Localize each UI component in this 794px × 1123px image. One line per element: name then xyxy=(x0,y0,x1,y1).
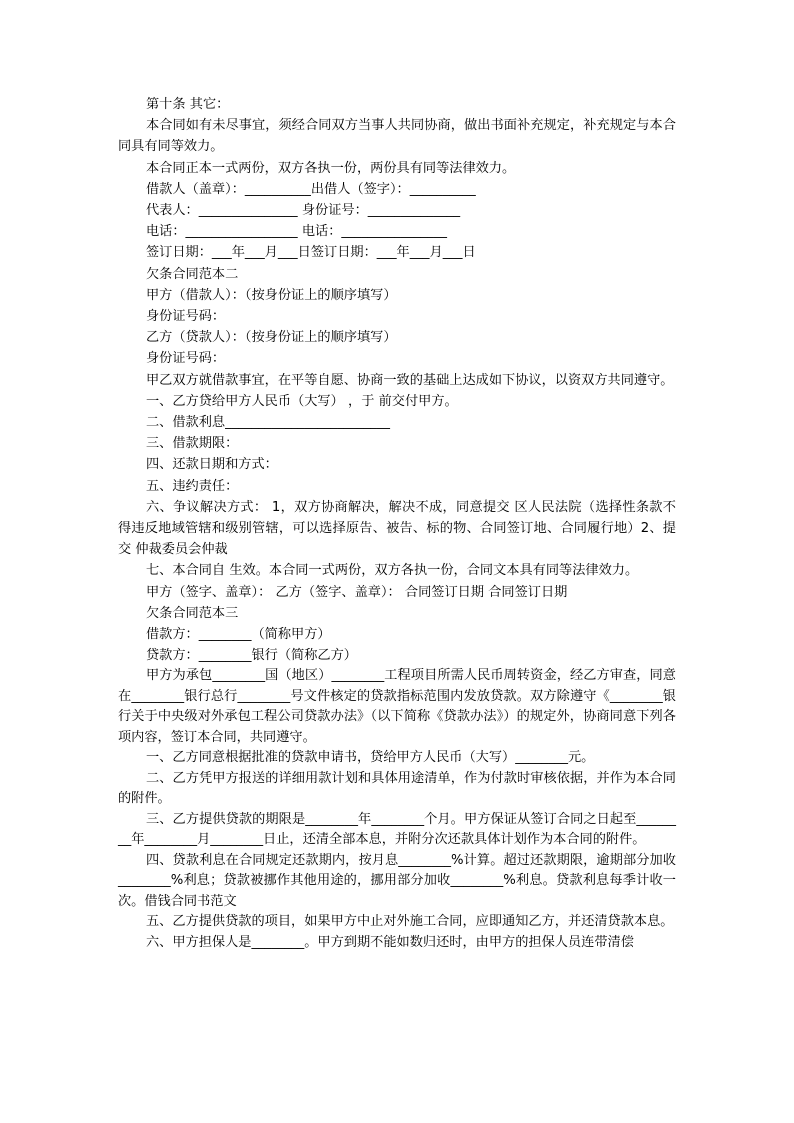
document-page xyxy=(118,94,676,953)
clause-one: 一、乙方贷给甲方人民币（大写） ，于 前交付甲方。 xyxy=(146,393,458,409)
clause-seven: 七、本合同自 生效。本合同一式两份，双方各执一份，合同文本具有同等法律效力。 xyxy=(146,563,639,579)
clause-six: 六、争议解决方式： 1，双方协商解决，解决不成，同意提交 区人民法院（选择性条款不得违反地域管辖和级别管辖，可以选择原告、被告、标的物、合同签订地、合同履行地）2、提交 仲裁委员会仲裁 xyxy=(118,499,676,558)
sample-three-clause-three: 三、乙方提供贷款的期限是________年________个月。甲方保证从签订合同之日起至________年________月________日止，还清全部本息，并附分次还款具体计划作为本合同的附件。 xyxy=(118,811,676,848)
sample-three-clause-two: 二、乙方凭甲方报送的详细用款计划和具体用途清单，作为付款时审核依据，并作为本合同的附件。 xyxy=(118,770,676,807)
agreement-preamble: 甲乙双方就借款事宜，在平等自愿、协商一致的基础上达成如下协议，以资双方共同遵守。 xyxy=(146,372,674,388)
contract-preamble-three: 甲方为承包________国（地区）________工程项目所需人民币周转资金，经乙方审查，同意在________银行总行________号文件核定的贷款指标范围内发放贷款。双方除遵守《________银行关于中央级对外承包工程公司贷款办法》（以下简称《贷款办法》）的规定外，协商同意下列各项内容，签订本合同，共同遵守。 xyxy=(118,668,676,745)
sample-three-clause-six: 六、甲方担保人是________。甲方到期不能如数归还时，由甲方的担保人员连带清偿 xyxy=(146,934,634,950)
signature-block-two: 甲方（签字、盖章）： 乙方（签字、盖章）： 合同签订日期 合同签订日期 xyxy=(146,584,568,600)
clause-four: 四、还款日期和方式： xyxy=(146,457,278,473)
sample-three-clause-five: 五、乙方提供贷款的项目，如果甲方中止对外施工合同，应即通知乙方，并还清贷款本息。 xyxy=(146,914,674,930)
lender-line: 贷款方：________银行（简称乙方） xyxy=(146,648,357,664)
sample-three-clause-four: 四、贷款利息在合同规定还款期内，按月息________%计算。超过还款期限，逾期部分加收________%利息；贷款被挪作其他用途的，挪用部分加收________%利息。贷款利息每季计收一次。借钱合同书范文 xyxy=(118,852,676,909)
clause-two: 二、借款利息_________________________ xyxy=(146,415,390,431)
sample-three-heading: 欠条合同范本三 xyxy=(146,605,239,621)
article-ten-heading: 第十条 其它： xyxy=(146,97,230,112)
signature-line-representative-id: 代表人：_______________ 身份证号：______________ xyxy=(146,203,461,219)
sample-two-heading: 欠条合同范本二 xyxy=(146,266,239,282)
party-a-id-line: 身份证号码： xyxy=(146,309,226,325)
clause-five: 五、违约责任： xyxy=(146,478,239,494)
paragraph-supplementary-terms: 本合同如有未尽事宜，须经合同双方当事人共同协商，做出书面补充规定，补充规定与本合同具有同等效力。 xyxy=(118,118,676,155)
paragraph-copies: 本合同正本一式两份，双方各执一份，两份具有同等法律效力。 xyxy=(146,160,516,176)
clause-three: 三、借款期限： xyxy=(146,436,239,452)
party-b-id-line: 身份证号码： xyxy=(146,351,226,367)
party-a-line: 甲方（借款人）：（按身份证上的顺序填写） xyxy=(146,287,397,303)
signature-line-borrower-lender: 借款人（盖章）：__________出借人（签字）：__________ xyxy=(146,181,476,197)
party-b-line: 乙方（贷款人）：（按身份证上的顺序填写） xyxy=(146,330,397,346)
sample-three-clause-one: 一、乙方同意根据批准的贷款申请书，贷给甲方人民币（大写）________元。 xyxy=(146,750,595,766)
signature-line-date: 签订日期：___年___月___日签订日期：___年___月___日 xyxy=(146,245,476,261)
borrower-line: 借款方：________（简称甲方） xyxy=(146,627,331,643)
signature-line-phone: 电话：_________________ 电话：________________ xyxy=(146,224,447,240)
